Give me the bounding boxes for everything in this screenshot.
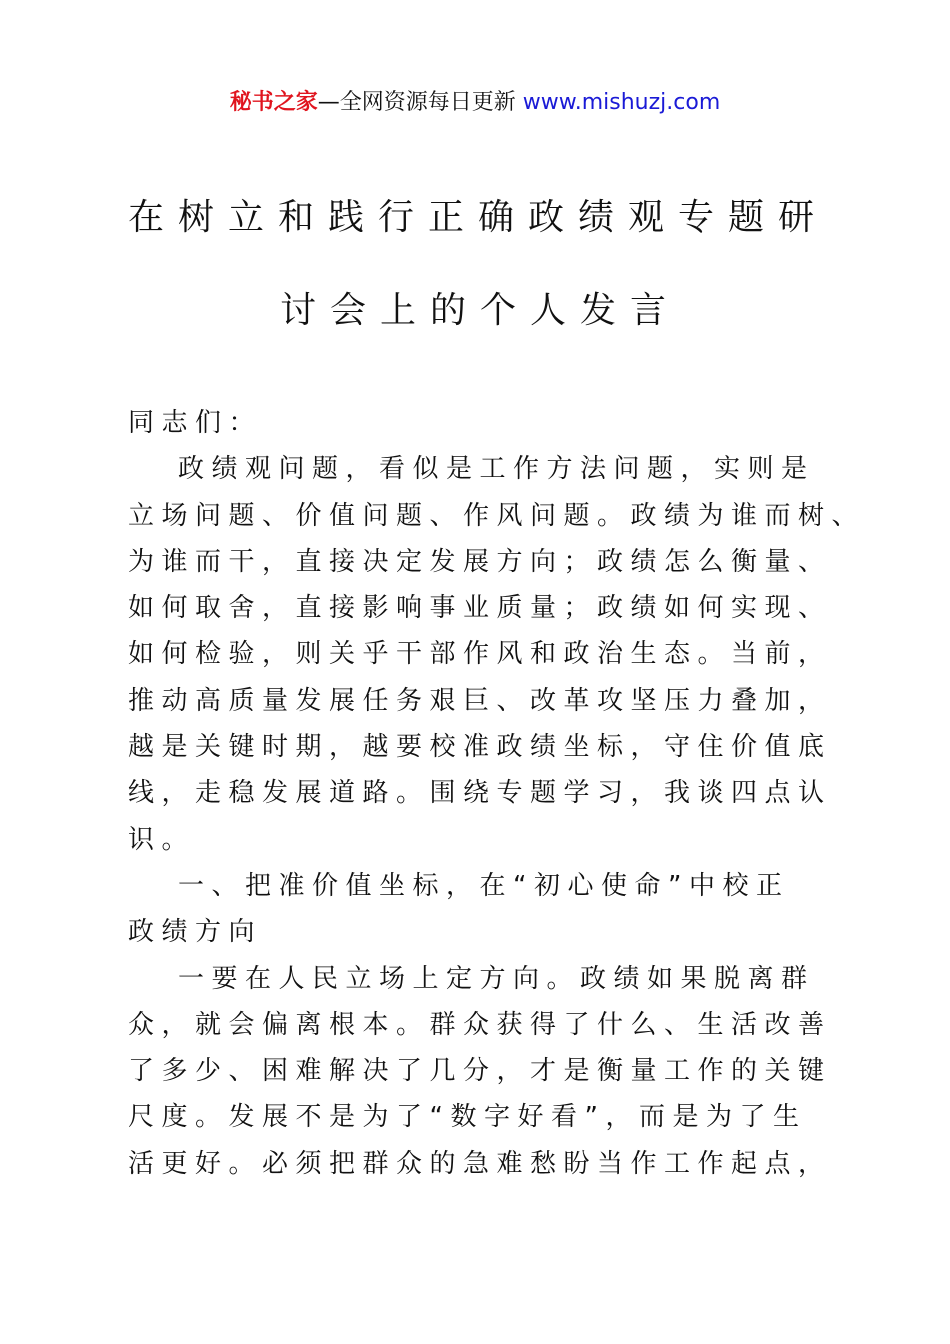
paragraph-line: 如何取舍，直接影响事业质量；政绩如何实现、 xyxy=(128,593,832,624)
paragraph-line: 线，走稳发展道路。围绕专题学习，我谈四点认 xyxy=(128,778,832,809)
site-header xyxy=(0,86,950,120)
site-url-link[interactable]: www.mishuzj.com xyxy=(522,90,721,115)
header-tagline: —全网资源每日更新 xyxy=(317,90,516,115)
document-title-line-2: 讨会上的个人发言 xyxy=(279,290,680,331)
paragraph-line: 如何检验，则关乎干部作风和政治生态。当前， xyxy=(128,639,832,670)
paragraph-line: 越是关键时期，越要校准政绩坐标，守住价值底 xyxy=(128,732,832,763)
section-heading-line: 政绩方向 xyxy=(128,917,263,948)
salutation: 同志们： xyxy=(128,408,263,438)
paragraph-line: 立场问题、价值问题、作风问题。政绩为谁而树、 xyxy=(128,500,866,531)
paragraph-line: 众，就会偏离根本。群众获得了什么、生活改善 xyxy=(128,1009,832,1040)
section-heading-line: 一、把准价值坐标，在“初心使命”中校正 xyxy=(178,870,790,901)
paragraph-line: 活更好。必须把群众的急难愁盼当作工作起点， xyxy=(128,1148,832,1179)
brand-name[interactable]: 秘书之家 xyxy=(229,90,318,115)
paragraph-line: 识。 xyxy=(128,824,196,855)
paragraph-line: 尺度。发展不是为了“数字好看”，而是为了生 xyxy=(128,1102,807,1133)
paragraph-line: 一要在人民立场上定方向。政绩如果脱离群 xyxy=(178,963,815,994)
document-title-line-1: 在树立和践行正确政绩观专题研 xyxy=(127,197,828,238)
paragraph-line: 为谁而干，直接决定发展方向；政绩怎么衡量、 xyxy=(128,546,832,577)
document-body xyxy=(128,400,866,1187)
paragraph-line: 了多少、困难解决了几分，才是衡量工作的关键 xyxy=(128,1056,832,1087)
paragraph-line: 推动高质量发展任务艰巨、改革攻坚压力叠加， xyxy=(128,685,832,716)
paragraph-line: 政绩观问题，看似是工作方法问题，实则是 xyxy=(178,454,815,485)
